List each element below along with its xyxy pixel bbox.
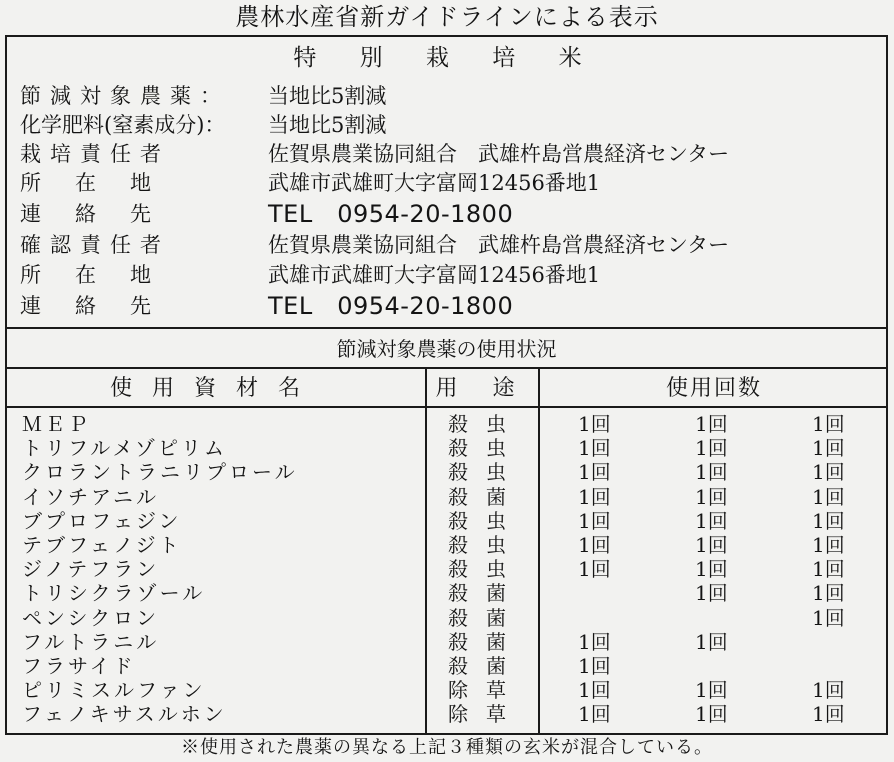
- info-value: 武雄市武雄町大字富岡12456番地1: [268, 171, 601, 195]
- info-label: 所在地: [20, 263, 185, 287]
- info-row-contact-2: [20, 292, 880, 321]
- count-2: 1回: [695, 460, 728, 485]
- info-value: 佐賀県農業協同組合 武雄杵島営農経済センター: [268, 233, 730, 257]
- info-value: TEL 0954-20-1800: [268, 292, 514, 320]
- info-value: 武雄市武雄町大字富岡12456番地1: [268, 263, 601, 287]
- material-name: テブフェノジト: [22, 533, 182, 557]
- purpose: 殺菌: [448, 629, 524, 654]
- count-3: 1回: [812, 581, 845, 606]
- material-name: クロラントラニリプロール: [22, 460, 298, 485]
- count-1: 1回: [578, 436, 611, 461]
- info-value: TEL 0954-20-1800: [268, 200, 514, 228]
- purpose: 除草: [448, 702, 524, 727]
- count-3: 1回: [812, 436, 845, 461]
- purpose: 殺菌: [448, 484, 524, 509]
- count-3: 1回: [812, 605, 845, 630]
- purpose: 殺菌: [448, 605, 524, 630]
- count-2: 1回: [695, 557, 728, 582]
- table-row: [0, 533, 894, 557]
- table-row: [0, 702, 894, 726]
- table-row: [0, 678, 894, 702]
- count-3: 1回: [812, 533, 845, 557]
- material-name: ＭＥＰ: [22, 412, 91, 436]
- count-2: 1回: [695, 484, 728, 509]
- info-label: 確認責任者: [20, 233, 170, 257]
- count-2: 1回: [695, 508, 728, 533]
- count-2: 1回: [695, 629, 728, 654]
- info-label: 化学肥料(窒素成分)：: [20, 113, 226, 137]
- info-row-grower: [20, 140, 880, 169]
- purpose: 殺虫: [448, 533, 524, 557]
- count-3: 1回: [812, 460, 845, 485]
- table-row: [0, 581, 894, 605]
- divider: [5, 327, 888, 329]
- material-name: ペンシクロン: [22, 605, 160, 630]
- table-row: [0, 412, 894, 436]
- info-label: 連絡先: [20, 202, 185, 226]
- count-1: 1回: [578, 412, 611, 436]
- purpose: 殺虫: [448, 460, 524, 485]
- info-row-address: [20, 169, 880, 198]
- purpose: 殺菌: [448, 581, 524, 606]
- info-row-contact: [20, 200, 880, 229]
- material-name: トリシクラゾール: [22, 581, 206, 606]
- count-1: 1回: [578, 460, 611, 485]
- material-name: ジノテフラン: [22, 557, 160, 582]
- table-row: [0, 436, 894, 460]
- material-name: イソチアニル: [22, 484, 159, 509]
- count-2: 1回: [695, 581, 728, 606]
- purpose: 殺虫: [448, 412, 524, 436]
- count-1: 1回: [578, 533, 611, 557]
- count-2: 1回: [695, 412, 728, 436]
- divider: [5, 367, 888, 369]
- info-row-address-2: [20, 261, 880, 290]
- divider: [5, 406, 888, 408]
- info-value: 当地比5割減: [268, 113, 387, 137]
- count-3: 1回: [812, 678, 845, 703]
- purpose: 除草: [448, 678, 524, 703]
- guideline-title: 農林水産省新ガイドラインによる表示: [235, 3, 659, 31]
- info-label: 所在地: [20, 171, 185, 195]
- table-row: [0, 557, 894, 581]
- material-name: トリフルメゾピリム: [22, 436, 227, 461]
- info-label: 節減対象農薬：: [20, 84, 230, 108]
- table-row: [0, 630, 894, 654]
- info-row-verifier: [20, 231, 880, 260]
- info-row-pesticide: [20, 82, 880, 111]
- material-name: フラサイド: [22, 654, 136, 678]
- count-3: 1回: [812, 508, 845, 533]
- info-value: 佐賀県農業協同組合 武雄杵島営農経済センター: [268, 142, 730, 166]
- count-1: 1回: [578, 678, 611, 703]
- count-1: 1回: [578, 557, 611, 582]
- material-name: フルトラニル: [22, 629, 160, 654]
- count-2: 1回: [695, 436, 728, 461]
- count-3: 1回: [812, 557, 845, 582]
- material-name: ピリミスルファン: [22, 678, 206, 703]
- purpose: 殺虫: [448, 436, 524, 461]
- material-name: ブプロフェジン: [22, 508, 182, 533]
- table-row: [0, 509, 894, 533]
- count-1: 1回: [578, 629, 611, 654]
- material-name: フェノキサスルホン: [22, 702, 227, 727]
- count-3: 1回: [812, 484, 845, 509]
- count-1: 1回: [578, 484, 611, 509]
- table-row: [0, 606, 894, 630]
- box-title: 特 別 栽 培 米: [293, 45, 600, 71]
- purpose: 殺虫: [448, 557, 524, 582]
- count-1: 1回: [578, 702, 611, 727]
- purpose: 殺虫: [448, 508, 524, 533]
- info-value: 当地比5割減: [268, 84, 387, 108]
- footnote: ※使用された農薬の異なる上記３種類の玄米が混合している。: [181, 737, 713, 758]
- pesticide-section-title: 節減対象農薬の使用状況: [336, 337, 557, 361]
- count-2: 1回: [695, 533, 728, 557]
- info-label: 栽培責任者: [20, 142, 170, 166]
- col-header-material: 使用資材名: [109, 376, 320, 401]
- count-1: 1回: [578, 654, 611, 678]
- table-row: [0, 485, 894, 509]
- col-header-count: 使用回数: [665, 376, 762, 401]
- count-3: 1回: [812, 702, 845, 727]
- count-3: 1回: [812, 412, 845, 436]
- col-header-purpose: 用 途: [435, 376, 529, 401]
- count-2: 1回: [695, 702, 728, 727]
- table-row: [0, 654, 894, 678]
- purpose: 殺菌: [448, 654, 524, 678]
- info-label: 連絡先: [20, 294, 185, 318]
- table-row: [0, 460, 894, 484]
- count-1: 1回: [578, 508, 611, 533]
- info-row-fertilizer: [20, 111, 880, 140]
- count-2: 1回: [695, 678, 728, 703]
